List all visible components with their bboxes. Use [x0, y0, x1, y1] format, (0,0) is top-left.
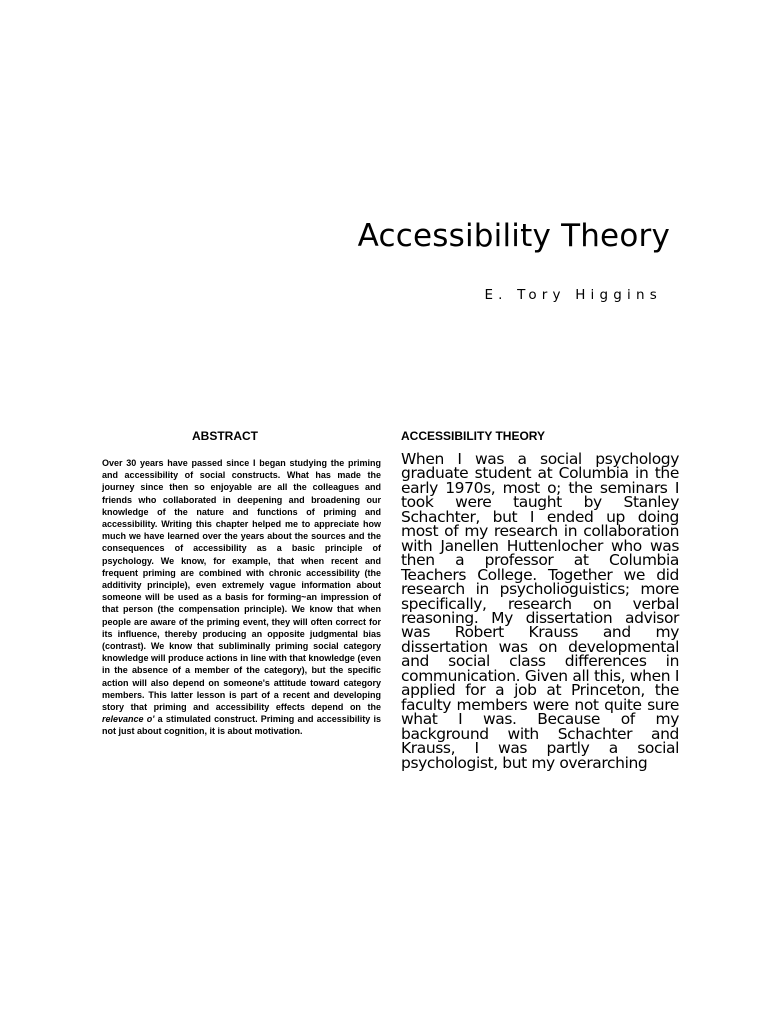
- chapter-title: Accessibility Theory: [357, 218, 670, 254]
- abstract-heading: ABSTRACT: [192, 429, 258, 443]
- abstract-italic-term: relevance o': [102, 714, 155, 725]
- author-name: E. Tory Higgins: [484, 287, 662, 303]
- abstract-text: [102, 457, 381, 738]
- section-heading: ACCESSIBILITY THEORY: [401, 429, 546, 443]
- abstract-text-part-2: a stimulated construct. Priming and accessibility is not just about cognition, it is about motivation.: [102, 714, 381, 737]
- section-body-text: When I was a social psychology graduate student at Columbia in the early 1970s, most o; the seminars I took were taught by Stanley Schachter, but I ended up doing most of my research in collaboration with Janellen Huttenlocher who was then a professor at Columbia Teachers College. Together we did research in psycholioguistics; more specifically, research on verbal reasoning. My dissertation advisor was Robert Krauss and my dissertation was on developmental and social class differences in communication. Given all this, when I applied for a job at Princeton, the faculty members were not quite sure what I was. Because of my background with Schachter and Krauss, I was partly a social psychologist, but my overarching: [401, 450, 679, 772]
- abstract-text-part-1: Over 30 years have passed since I began studying the priming and accessibility of social constructs. What has made the journey since then so enjoyable are all the colleagues and friends who collaborated in deepening and broadening our knowledge of the nature and functions of priming and accessibility. Writing this chapter helped me to appreciate how much we have learned over the years about the sources and the consequences of accessibility as a basic principle of psychology. We know, for example, that when recent and frequent priming are combined with chronic accessibility (the additivity principle), even extremely vague information about someone will be used as a basis for forming~an impression of that person (the compensation principle). We know that when people are aware of the priming event, they will often correct for its influence, thereby producing an opposite judgmental bias (contrast). We know that subliminally priming social category knowledge will produce actions in line with that knowledge (even in the absence of a member of the category), but the specific action will also depend on someone's attitude toward category members. This latter lesson is part of a recent and developing story that priming and accessibility effects depend on the: [102, 458, 381, 713]
